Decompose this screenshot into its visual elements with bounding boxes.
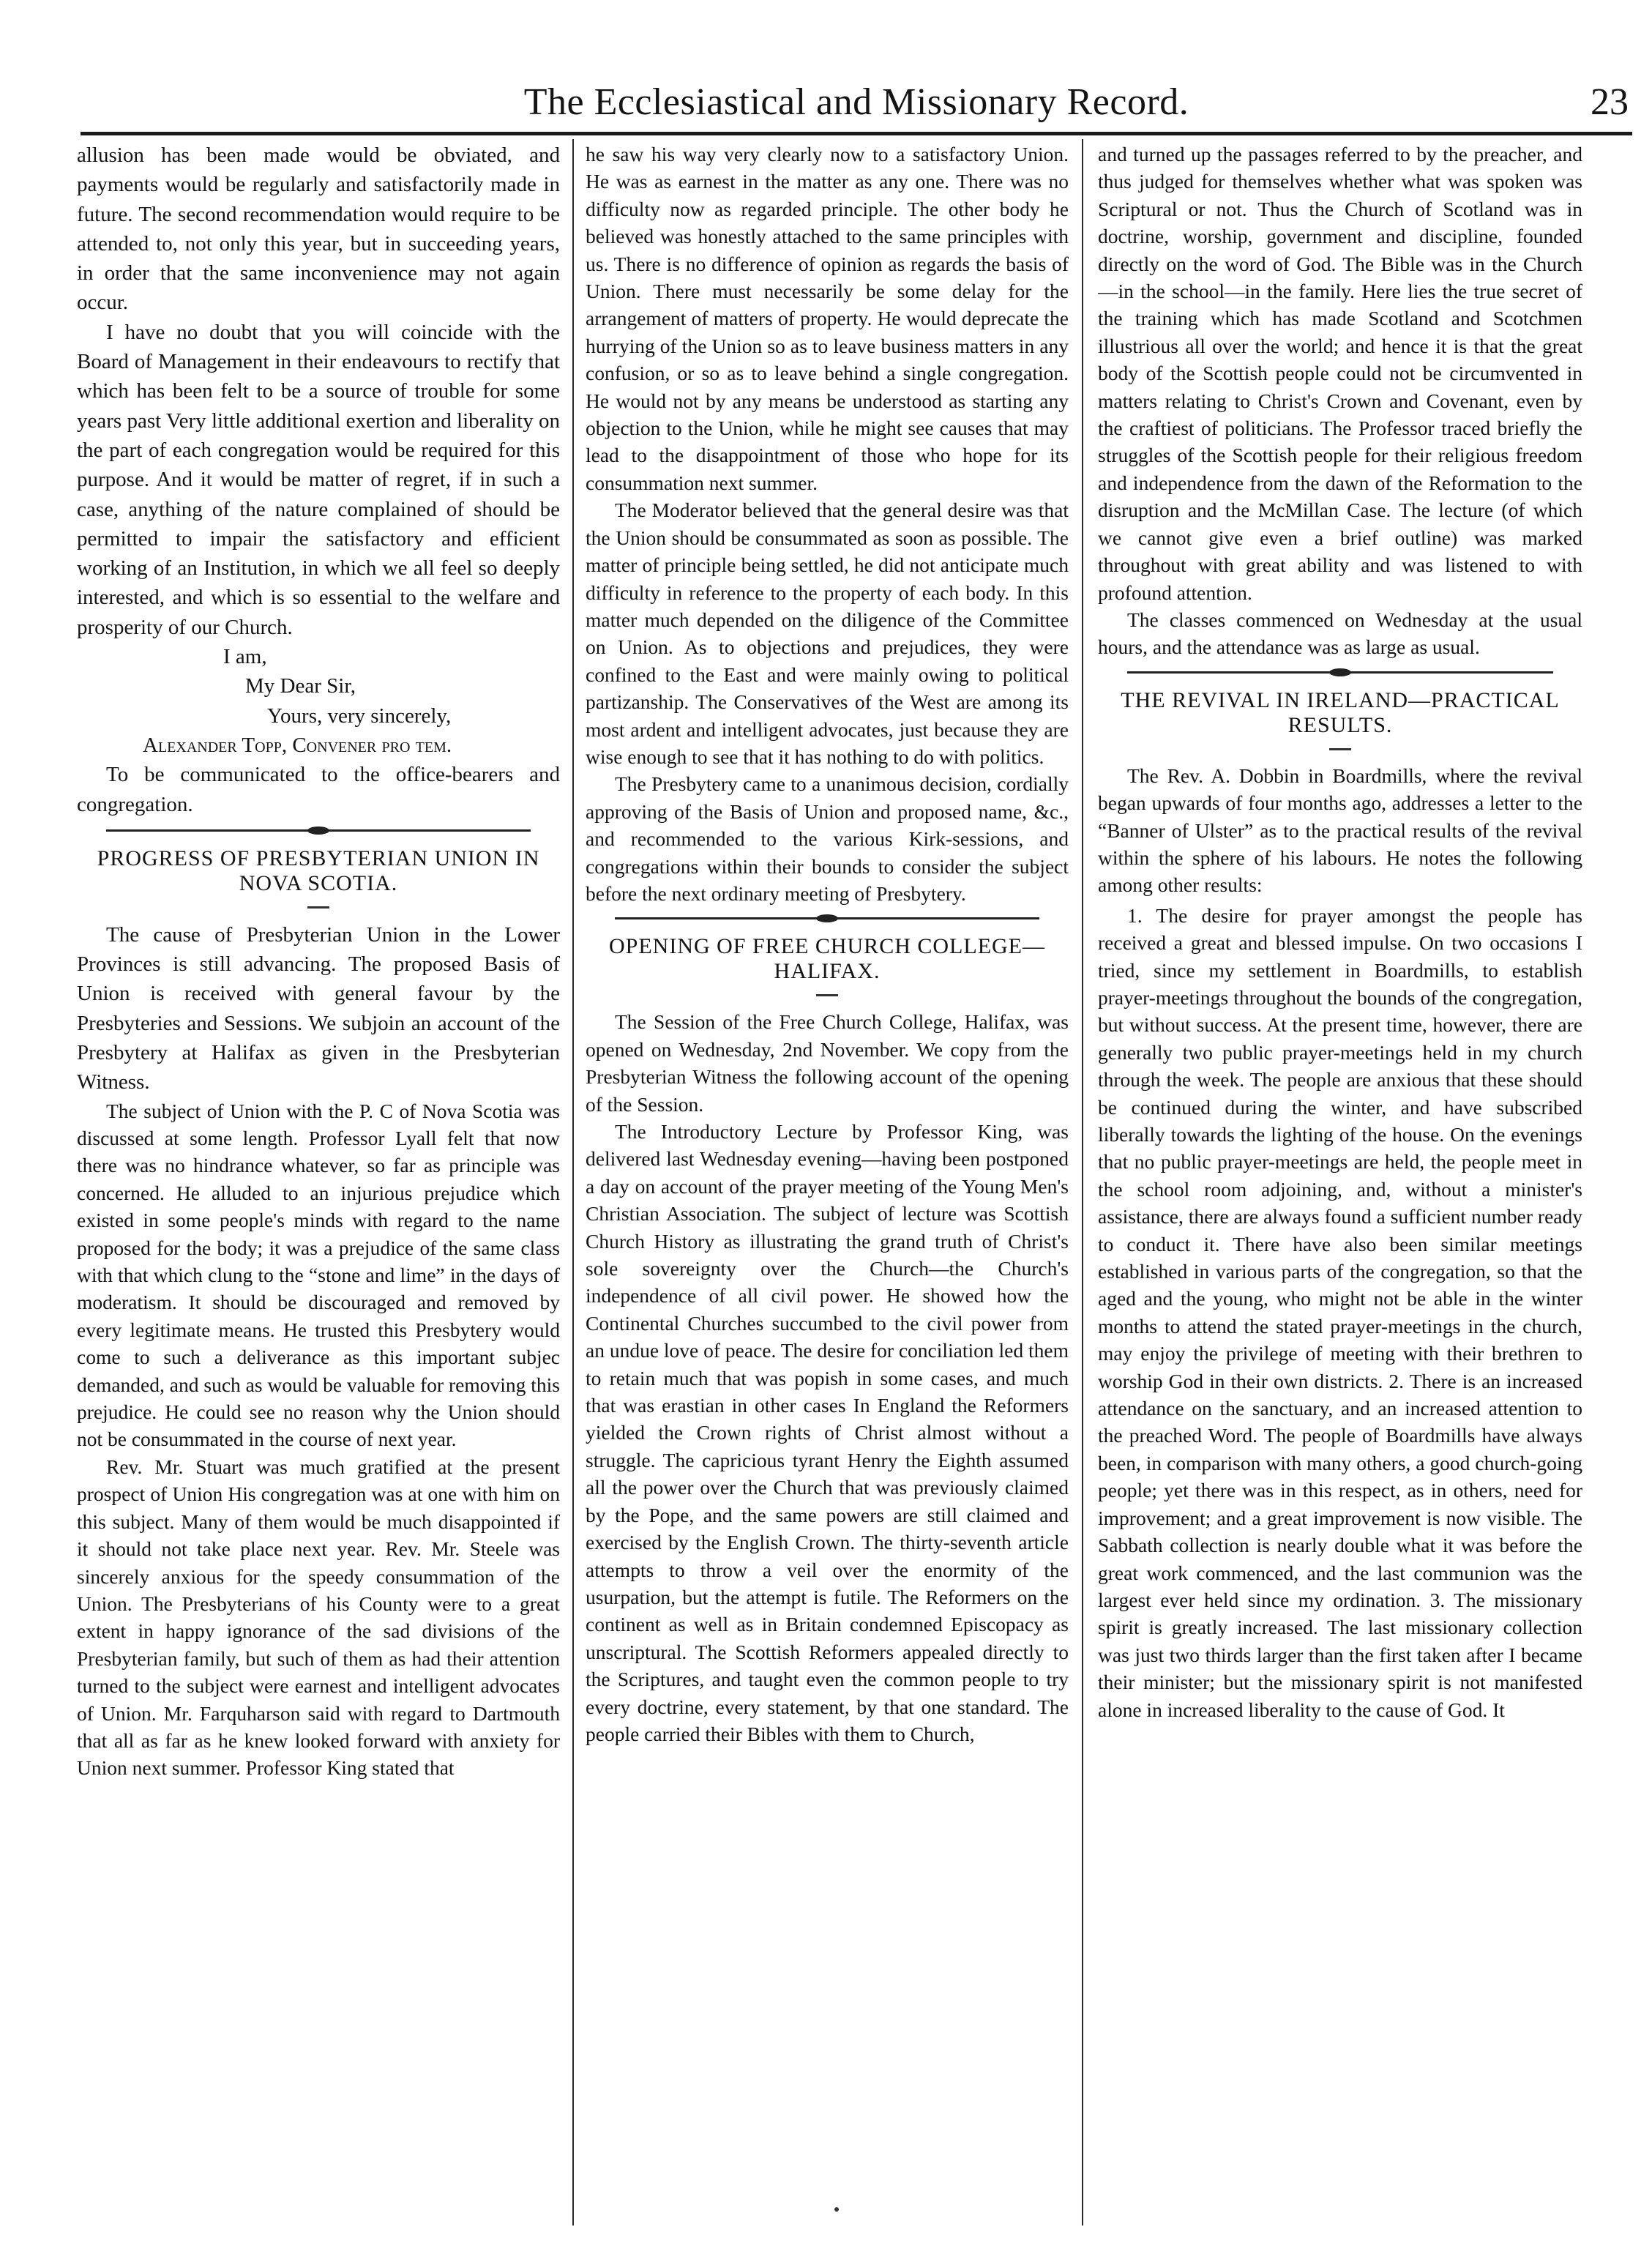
column-divider-2 bbox=[1082, 139, 1083, 2226]
section-rule bbox=[106, 829, 531, 832]
page-number: 23 bbox=[1591, 81, 1629, 123]
letter-paragraph-1: allusion has been made would be obviated, and payments would be regularly and satisfactorily made in future. The second recommendation would require to be attended to, not only this year, but in succeeding years, in order that the same inconvenience may not again occur. bbox=[77, 143, 560, 315]
section-rule bbox=[1127, 671, 1553, 674]
closing-line-3: Yours, very sincerely, bbox=[267, 704, 452, 728]
heading-dash bbox=[1329, 748, 1351, 750]
section-heading-presbyterian-union: PROGRESS OF PRESBYTERIAN UNION IN NOVA SCOTIA. bbox=[97, 846, 540, 895]
union-paragraph-3: Rev. Mr. Stuart was much gratified at the present prospect of Union His congregation was at one with him on this subject. Many of them would be much disappointed if it should not take place next year. Rev. Mr. Steele was sincerely anxious for the speedy consummation of the Union. The Presbyterians of his County were to a great extent in happy ignorance of the sad divisions of the Presbyterian family, but such of them as had their attention turned to the subject were earnest and intelligent advocates of Union. Mr. Farquharson said with regard to Dartmouth that all as far as he knew looked forward with anxiety for Union next summer. Professor King stated that bbox=[77, 1455, 560, 1780]
letter-closing bbox=[77, 642, 560, 760]
college-paragraph-1: The Session of the Free Church College, Halifax, was opened on Wednesday, 2nd November. We copy from the Presbyterian Witness the following account of the opening of the Session. bbox=[586, 1010, 1069, 1116]
lecture-continued-paragraph: and turned up the passages referred to by the preacher, and thus judged for themselves whether what was spoken was Scriptural or not. Thus the Church of Scotland was in doctrine, worship, government and discipline, founded directly on the word of God. The Bible was in the Church—in the school—in the family. Here lies the true secret of the training which has made Scotland and Scotchmen illustrious all over the world; and hence it is that the great body of the Scottish people could not be circumvented in matters relating to Christ's Crown and Covenant, even by the craftiest of politicians. The Professor traced briefly the struggles of the Scottish people for their religious freedom and independence from the dawn of the Reformation to the disruption and the McMillan Case. The lecture (of which we cannot give even a brief outline) was marked throughout with great ability and was listened to with profound attention. bbox=[1098, 143, 1582, 604]
journal-title: The Ecclesiastical and Missionary Record. bbox=[523, 81, 1189, 123]
classes-paragraph: The classes commenced on Wednesday at the usual hours, and the attendance was as large as usual. bbox=[1098, 608, 1582, 659]
section-heading-free-church-college: OPENING OF FREE CHURCH COLLEGE—HALIFAX. bbox=[608, 934, 1046, 984]
column-3 bbox=[1098, 141, 1582, 2227]
closing-signature: Alexander Topp, Convener pro tem. bbox=[143, 733, 452, 757]
college-paragraph-2: The Introductory Lecture by Professor King, was delivered last Wednesday evening—having been postponed a day on account of the prayer meeting of the Young Men's Christian Association. The subject of lecture was Scottish Church History as illustrating the grand truth of Christ's sole sovereignty over the Church—the Church's independence of all civil power. He showed how the Continental Churches succumbed to the civil power from an undue love of peace. The desire for conciliation led them to retain much that was popish in some cases, and much that was erastian in other cases In England the Reformers yielded the Crown rights of Christ almost without a struggle. The capricious tyrant Henry the Eighth assumed all the power over the Church that was previously claimed by the Pope, and the same powers are still claimed and exercised by the English Crown. The thirty-seventh article attempts to throw a veil over the enormity of the usurpation, but the attempt is futile. The Reformers on the continent as well as in Britain condemned Episcopacy as unscriptural. The Scottish Reformers appealed directly to the Scriptures, and taught even the common people to try every doctrine, every statement, by that one standard. The people carried their Bibles with them to Church, bbox=[586, 1120, 1069, 1745]
closing-line-1: I am, bbox=[223, 645, 267, 669]
revival-intro-paragraph: The Rev. A. Dobbin in Boardmills, where the revival began upwards of four months ago, addresses a letter to the “Banner of Ulster” as to the practical results of the revival within the sphere of his labours. He notes the following among other results: bbox=[1098, 764, 1582, 897]
letter-paragraph-2: I have no doubt that you will coincide with the Board of Management in their endeavours to rectify that which has been felt to be a source of trouble for some years past Very little additional exertion and liberality on the part of each congregation would be required for this purpose. And it would be matter of regret, if in such a case, anything of the nature complained of should be permitted to impair the satisfactory and efficient working of an Institution, in which we all feel so deeply interested, and which is so essential to the welfare and prosperity of our Church. bbox=[77, 320, 560, 639]
union-paragraph-2: The subject of Union with the P. C of Nova Scotia was discussed at some length. Professor Lyall felt that now there was no hindrance whatever, so far as principle was concerned. He alluded to an injurious prejudice which existed in some people's minds with regard to the name proposed for the body; it was a prejudice of the same class with that which clung to the “stone and lime” in the days of moderatism. It should be discouraged and removed by every legitimate means. He trusted this Presbytery would come to such a deliverance as this important subjec demanded, and such as would be valuable for removing this prejudice. He could see no reason why the Union should not be consummated in the course of next year. bbox=[77, 1099, 560, 1451]
moderator-paragraph: The Moderator believed that the general desire was that the Union should be consummated as soon as possible. The matter of principle being settled, he did not anticipate much difficulty in reference to the property of each body. In this matter much depended on the diligence of the Committee on Union. As to objections and prejudices, they were confined to the East and were mainly owing to political partizanship. The Conservatives of the West are among its most ardent and intelligent advocates, just because they are wise enough to see that it has nothing to do with politics. bbox=[586, 499, 1069, 768]
heading-dash bbox=[307, 906, 329, 909]
union-paragraph-1: The cause of Presbyterian Union in the Lower Provinces is still advancing. The proposed Basis of Union is received with general favour by the Presbyteries and Sessions. We subjoin an account of the Presbytery at Halifax as given in the Presbyterian Witness. bbox=[77, 922, 560, 1094]
presbytery-decision-paragraph: The Presbytery came to a unanimous decision, cordially approving of the Basis of Union and proposed name, &c., and recommended to the various Kirk-sessions, and congregations within their bounds to consider the subject before the next ordinary meeting of Presbytery. bbox=[586, 772, 1069, 905]
column-1 bbox=[77, 141, 560, 2227]
section-rule bbox=[615, 917, 1039, 919]
union-continued-paragraph: he saw his way very clearly now to a satisfactory Union. He was as earnest in the matter as any one. There was no difficulty now as regarded principle. The other body he believed was honestly attached to the same principles with us. There is no difference of opinion as regards the basis of Union. There must necessarily be some delay for the arrangement of matters of property. He would deprecate the hurrying of the Union so as to leave business matters in any confusion, or so as to leave behind a single congregation. He would not by any means be understood as starting any objection to the Union, while he might see causes that may lead to the disappointment of those who hope for its consummation next summer. bbox=[586, 143, 1069, 494]
page-header bbox=[84, 75, 1629, 130]
revival-results-paragraph: 1. The desire for prayer amongst the people has received a great and blessed impulse. On two occasions I tried, since my settlement in Boardmills, to establish prayer-meetings throughout the bounds of the congregation, but without success. At the present time, however, there are generally two public prayer-meetings held in my church through the week. The people are anxious that these should be continued during the winter, and have subscribed liberally towards the lighting of the house. On the evenings that no public prayer-meetings are held, the people meet in the school room adjoining, and, without a minister's assistance, there are always found a sufficient number ready to conduct it. There have also been similar meetings established in various parts of the congregation, so that the aged and the young, who might not be able in the winter months to attend the stated prayer-meetings in the church, may enjoy the privilege of meeting with their brethren to worship God in their own districts. 2. There is an increased attendance on the sanctuary, and an increased attention to the preached Word. The people of Boardmills have always been, in comparison with many others, a good church-going people; yet there was in this respect, as in others, need for improvement; and a great improvement is now visible. The Sabbath collection is nearly double what it was before the great work commenced, and the last communion was the largest ever held since my ordination. 3. The missionary spirit is greatly increased. The last missionary collection was just two thirds larger than the first taken after I became their minister; but the missionary spirit is not manifested alone in increased liberality to the cause of God. It bbox=[1098, 903, 1582, 1721]
print-speck bbox=[834, 2207, 839, 2212]
column-2 bbox=[586, 141, 1069, 2227]
closing-line-2: My Dear Sir, bbox=[245, 674, 356, 698]
letter-postscript: To be communicated to the office-bearers and congregation. bbox=[77, 763, 560, 816]
section-heading-revival-ireland: THE REVIVAL IN IRELAND—PRACTICAL RESULTS. bbox=[1121, 687, 1560, 737]
column-divider-1 bbox=[572, 139, 574, 2226]
header-rule bbox=[81, 132, 1632, 135]
heading-dash bbox=[816, 994, 838, 996]
